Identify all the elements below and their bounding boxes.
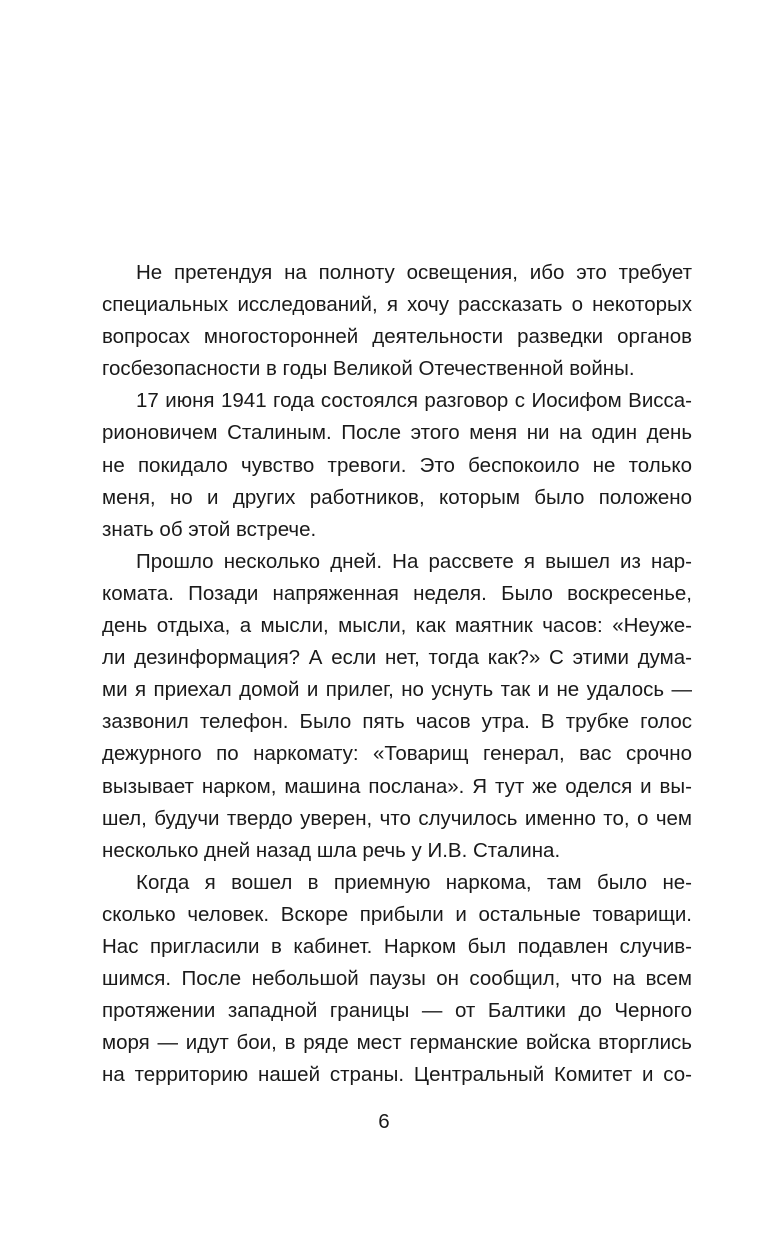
text-line: ми я приехал домой и прилег, но уснуть так и не удалось —: [102, 678, 692, 702]
text-line: сколько человек. Вскоре прибыли и остальные товарищи.: [102, 902, 692, 926]
text-line: вызывает нарком, машина послана». Я тут же оделся и вы-: [102, 774, 692, 798]
text-line: специальных исследований, я хочу рассказать о некоторых: [102, 293, 692, 317]
text-line: меня, но и других работников, которым было положено: [102, 485, 692, 509]
text-line: зазвонил телефон. Было пять часов утра. В трубке голос: [102, 710, 692, 734]
text-line: комата. Позади напряженная неделя. Было воскресенье,: [102, 581, 692, 605]
text-line: день отдыха, а мысли, мысли, как маятник часов: «Неуже-: [102, 614, 692, 638]
text-line: вопросах многосторонней деятельности разведки органов: [102, 325, 692, 349]
text-line: не покидало чувство тревоги. Это беспокоило не только: [102, 453, 692, 477]
text-line: знать об этой встрече.: [102, 517, 317, 541]
text-line: несколько дней назад шла речь у И.В. Сталина.: [102, 838, 561, 862]
text-line: Прошло несколько дней. На рассвете я вышел из нар-: [136, 549, 692, 573]
text-line: шимся. После небольшой паузы он сообщил, что на всем: [102, 967, 692, 991]
text-line: Нас пригласили в кабинет. Нарком был подавлен случив-: [102, 934, 692, 958]
body-text: [102, 257, 692, 1091]
text-line: моря — идут бои, в ряде мест германские войска вторглись: [102, 1031, 692, 1055]
text-line: рионовичем Сталиным. После этого меня ни на один день: [102, 421, 692, 445]
text-line: госбезопасности в годы Великой Отечественной войны.: [102, 357, 635, 381]
page-number: 6: [378, 1110, 390, 1133]
text-line: протяжении западной границы — от Балтики до Черного: [102, 999, 692, 1023]
text-line: ли дезинформация? А если нет, тогда как?» С этими дума-: [102, 646, 692, 670]
text-line: Не претендуя на полноту освещения, ибо это требует: [136, 261, 692, 284]
text-line: на территорию нашей страны. Центральный Комитет и со-: [102, 1063, 692, 1087]
text-line: Когда я вошел в приемную наркома, там было не-: [136, 870, 692, 894]
text-line: 17 июня 1941 года состоялся разговор с Иосифом Висса-: [136, 389, 692, 413]
text-line: дежурного по наркомату: «Товарищ генерал, вас срочно: [102, 742, 692, 766]
text-line: шел, будучи твердо уверен, что случилось именно то, о чем: [102, 806, 692, 830]
